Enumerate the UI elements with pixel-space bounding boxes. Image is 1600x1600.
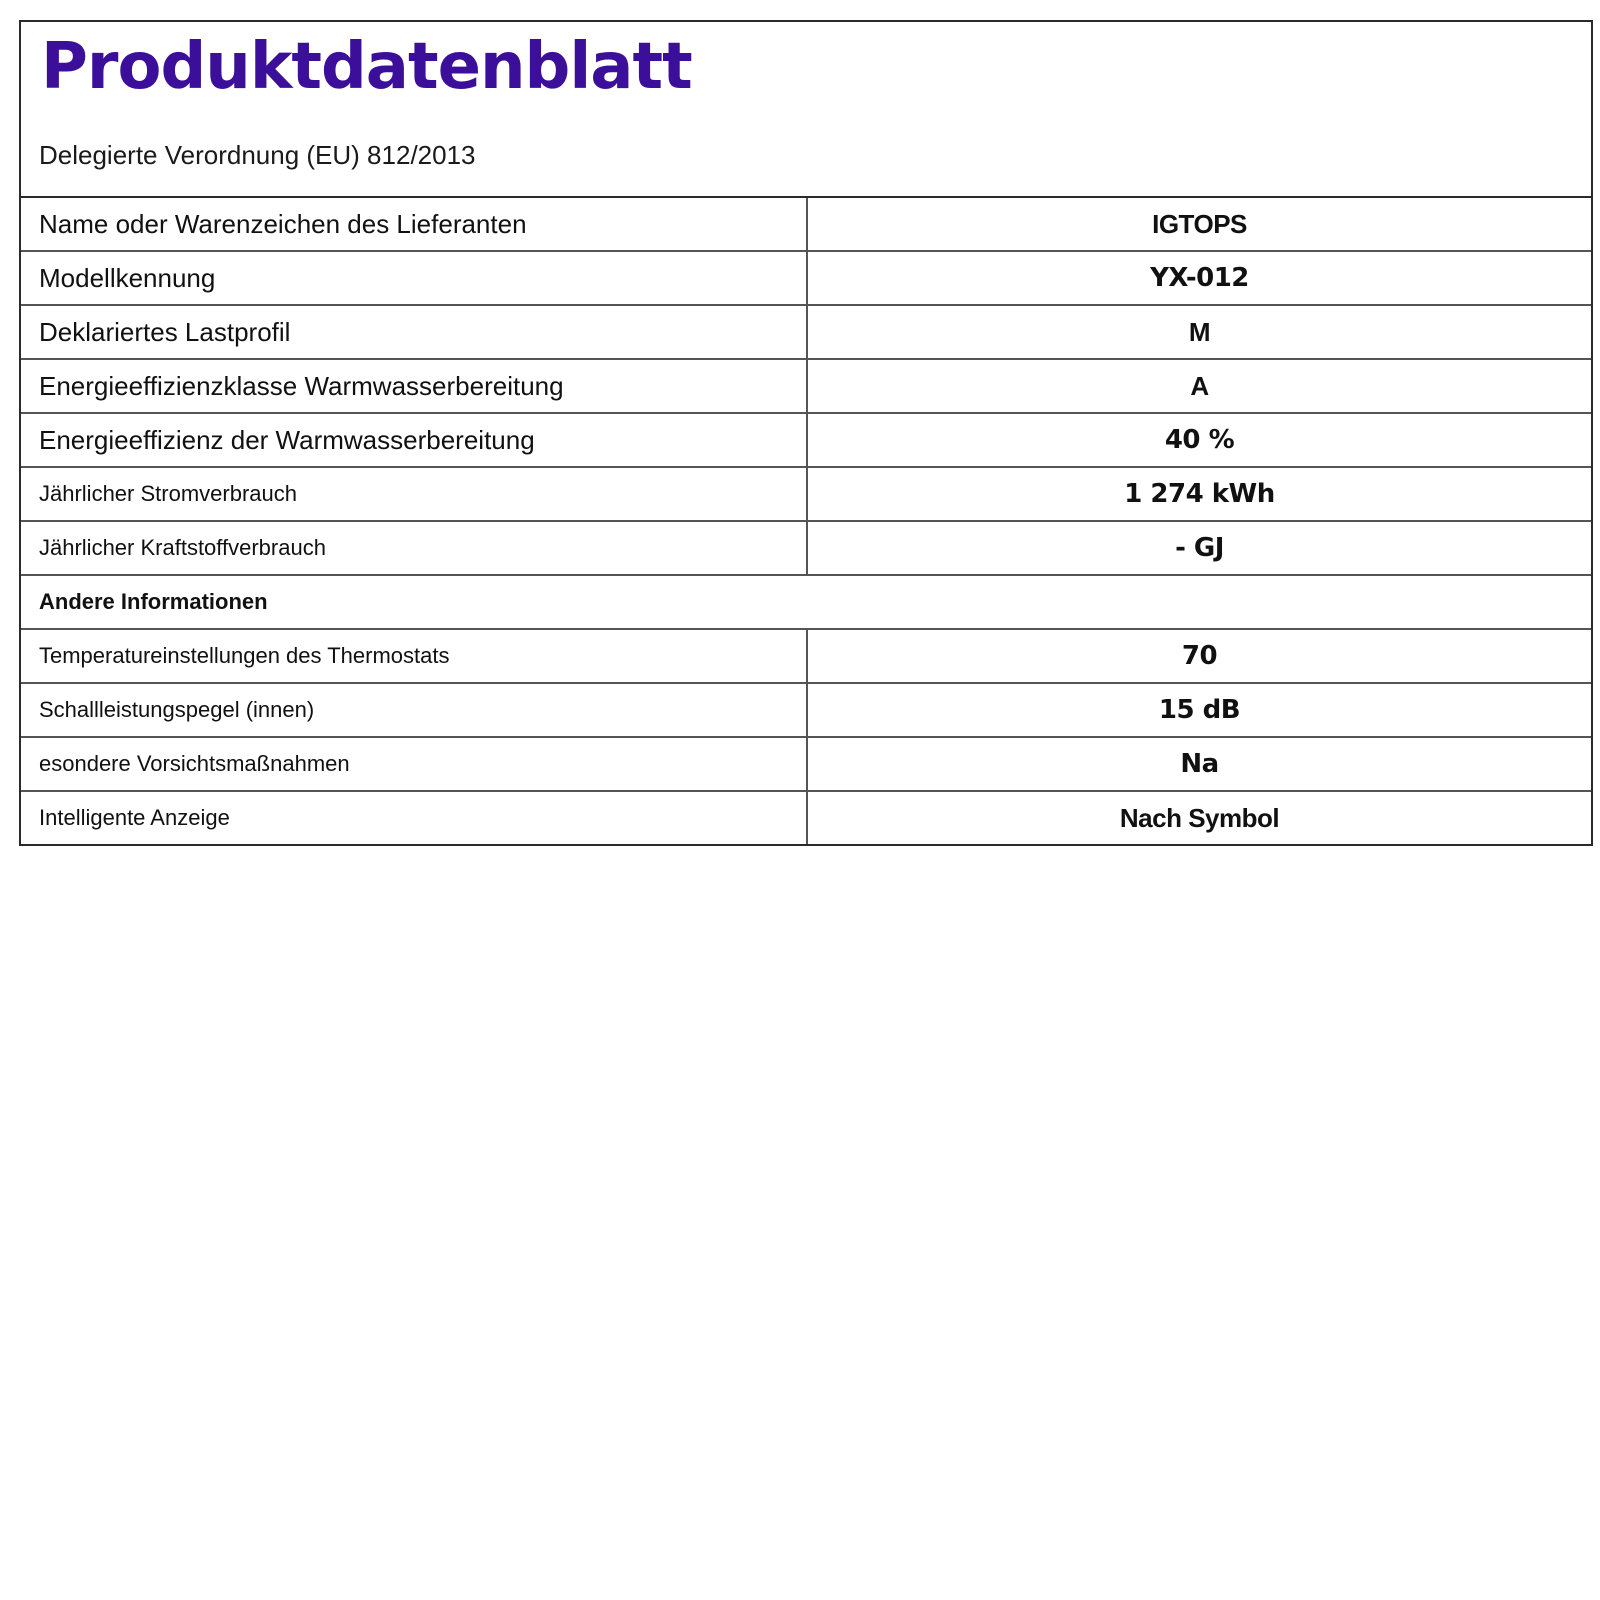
sound-power-value: 15 dB — [1158, 695, 1241, 725]
supplier-value: IGTOPS — [1152, 208, 1247, 239]
row-label: esondere Vorsichtsmaßnahmen — [21, 737, 807, 791]
efficiency-value: 40 % — [1164, 425, 1235, 455]
row-value — [807, 629, 1591, 683]
row-value — [807, 198, 1591, 251]
load-profile-value: M — [1188, 316, 1211, 347]
section-heading: Andere Informationen — [21, 575, 1591, 629]
row-label: Temperatureinstellungen des Thermostats — [21, 629, 807, 683]
row-value — [807, 683, 1591, 737]
row-label: Jährlicher Stromverbrauch — [21, 467, 807, 521]
thermostat-value: 70 — [1181, 641, 1218, 671]
row-value — [807, 413, 1591, 467]
table-row — [21, 521, 1591, 575]
row-label: Deklariertes Lastprofil — [21, 305, 807, 359]
table-row — [21, 683, 1591, 737]
row-value — [807, 305, 1591, 359]
row-value — [807, 467, 1591, 521]
regulation-subtitle: Delegierte Verordnung (EU) 812/2013 — [39, 140, 476, 170]
table-row — [21, 791, 1591, 844]
row-value — [807, 737, 1591, 791]
table-row — [21, 629, 1591, 683]
precautions-value: Na — [1180, 749, 1219, 779]
row-value — [807, 359, 1591, 413]
row-label: Schallleistungspegel (innen) — [21, 683, 807, 737]
row-label: Name oder Warenzeichen des Lieferanten — [21, 198, 807, 251]
table-row — [21, 737, 1591, 791]
table-row — [21, 198, 1591, 251]
row-label: Intelligente Anzeige — [21, 791, 807, 844]
row-value — [807, 521, 1591, 575]
row-label: Energieeffizienzklasse Warmwasserbereitung — [21, 359, 807, 413]
model-value: YX-012 — [1150, 263, 1249, 293]
table-row — [21, 305, 1591, 359]
section-row — [21, 575, 1591, 629]
table-row — [21, 251, 1591, 305]
table-row — [21, 467, 1591, 521]
table-row — [21, 359, 1591, 413]
smart-display-value: Nach Symbol — [1119, 802, 1280, 833]
row-label: Modellkennung — [21, 251, 807, 305]
row-value — [807, 791, 1591, 844]
product-data-sheet — [19, 20, 1593, 846]
electricity-value: 1 274 kWh — [1124, 479, 1275, 509]
data-table — [21, 198, 1591, 844]
efficiency-class-value: A — [1190, 370, 1209, 401]
row-value — [807, 251, 1591, 305]
table-row — [21, 413, 1591, 467]
row-label: Energieeffizienz der Warmwasserbereitung — [21, 413, 807, 467]
page-title: Produktdatenblatt — [41, 30, 692, 104]
row-label: Jährlicher Kraftstoffverbrauch — [21, 521, 807, 575]
sheet-header — [21, 22, 1591, 198]
fuel-value: - GJ — [1175, 533, 1224, 563]
